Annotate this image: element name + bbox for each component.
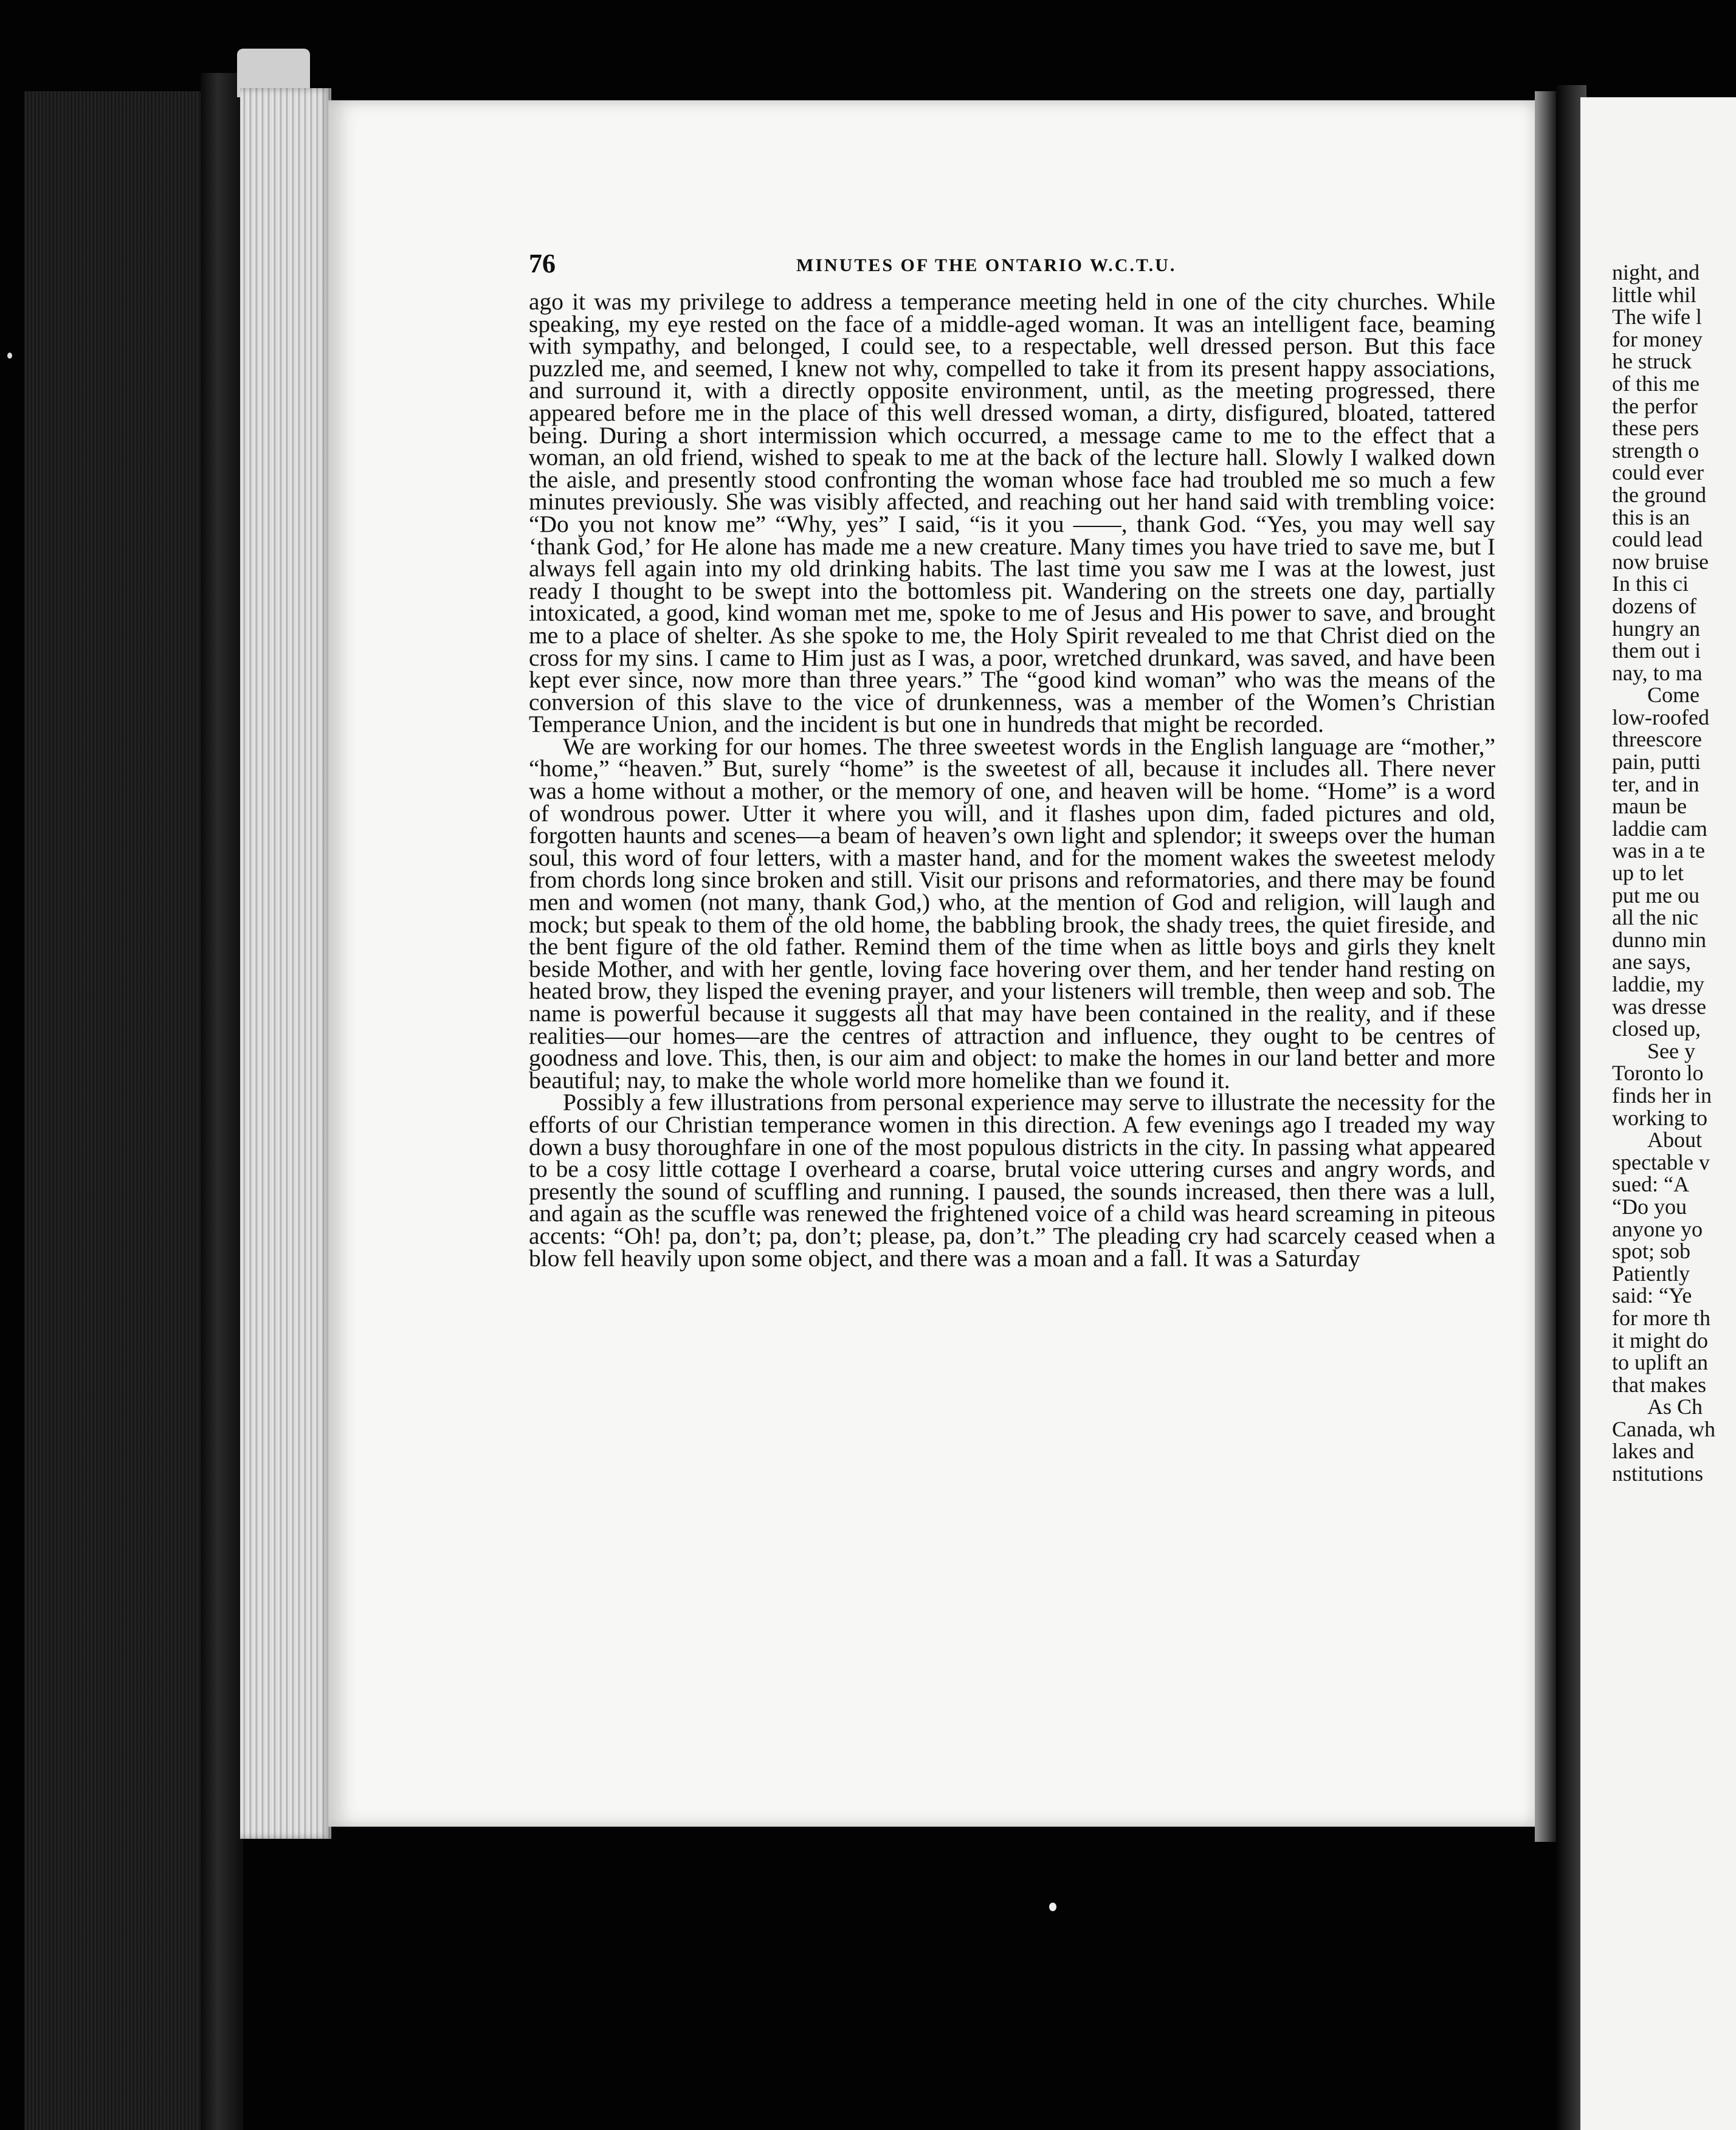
book-spine-edge [201,73,243,2130]
facing-page-line: for more th [1612,1305,1710,1330]
facing-page-line: working to [1612,1105,1707,1130]
facing-page-line: could lead [1612,527,1703,552]
facing-page-line: was in a te [1612,838,1705,863]
facing-page-line: laddie cam [1612,816,1707,841]
page-header [529,248,1477,291]
facing-page-line: these pers [1612,416,1699,441]
facing-page-text [1612,261,1736,1485]
facing-page-line: the ground [1612,482,1706,507]
facing-page-line: nay, to ma [1612,660,1703,685]
facing-page-line: to uplift an [1612,1350,1708,1375]
facing-page-line: little whil [1612,282,1696,307]
facing-page-line: ane says, [1612,950,1691,974]
scan-dot [1049,1903,1056,1911]
facing-page-line: was dresse [1612,994,1706,1019]
facing-page-line: Toronto lo [1612,1061,1704,1086]
facing-page-line: In this ci [1612,571,1689,596]
facing-page-line: up to let [1612,861,1684,886]
facing-page-line: now bruise [1612,549,1709,574]
facing-page-line: hungry an [1612,616,1700,641]
facing-page-line: threescore [1612,727,1702,752]
paragraph-2: We are working for our homes. The three sweetest words in the English language are “mother,” “home,” “heaven.” But, surely “home” is the sweetest of all, because it includes all. There never was a home without a mother, or the memory of one, and heaven will be home. “Home” is a word of wondrous power. Utter it where you will, and it flashes upon dim, faded pictures and old, forgotten haunts and scenes—a beam of heaven’s own light and splendor; it sweeps over the human soul, this word of four letters, with a master hand, and for the moment wakes the sweetest melody from chords long since broken and still. Visit our prisons and reformatories, and there may be found men and women (not many, thank God,) who, at the mention of God and religion, will laugh and mock; but speak to them of the old home, the babbling brook, the shady trees, the quiet fireside, and the bent figure of the old father. Remind them of the time when as little boys and girls they knelt beside Mother, and with her gentle, loving face hovering over them, and her tender hand resting on heated brow, they lisped the evening prayer, and your listeners will tremble, then weep and sob. The name is powerful because it suggests all that may have been contained in the reality, and if these realities—our homes—are the centres of attraction and influence, they ought to be centres of goodness and love. This, then, is our aim and object: to make the homes in our land better and more beautiful; nay, to make the whole world more homelike than we found it. [529,732,1495,1094]
facing-page-line: finds her in [1612,1083,1712,1108]
facing-page-line: spot; sob [1612,1239,1691,1264]
facing-page-line: lakes and [1612,1439,1694,1464]
facing-page-line: them out i [1612,638,1701,663]
facing-page-line: strength o [1612,438,1699,463]
facing-page-line: dunno min [1612,927,1707,952]
facing-page-line: Canada, wh [1612,1416,1715,1441]
facing-page-line: all the nic [1612,905,1698,930]
facing-page-line: The wife l [1612,305,1702,329]
facing-page-line: ter, and in [1612,771,1700,796]
facing-page-line: spectable v [1612,1149,1710,1174]
book-cover-cloth [24,91,225,2130]
scan-speck [7,353,12,359]
page-number: 76 [529,249,556,278]
facing-page-line: As Ch [1647,1394,1703,1419]
facing-page-line: the perfor [1612,393,1698,418]
facing-page [1580,97,1736,2130]
page-stack-edges [240,88,331,1839]
facing-page-line: pain, putti [1612,750,1701,774]
facing-page-line: maun be [1612,794,1687,819]
facing-page-line: put me ou [1612,883,1700,908]
facing-page-line: See y [1647,1038,1695,1063]
running-head: MINUTES OF THE ONTARIO W.C.T.U. [796,255,1177,275]
facing-page-line: dozens of [1612,593,1696,618]
facing-page-line: night, and [1612,260,1700,284]
body-text [529,288,1495,1272]
facing-page-line: About [1647,1128,1702,1153]
facing-page-line: sued: “A [1612,1172,1689,1197]
facing-page-line: it might do [1612,1328,1709,1353]
facing-page-line: nstitutions [1612,1461,1704,1486]
facing-page-line: “Do you [1612,1194,1687,1219]
paragraph-3: Possibly a few illustrations from personal experience may serve to illustrate the necessity for the efforts of our Christian temperance women in this direction. A few evenings ago I treaded my way down a busy thoroughfare in one of the most populous districts in the city. In passing what appeared to be a cosy little cottage I overheard a coarse, brutal voice uttering curses and angry words, and presently the sound of scuffling and running. I paused, the sounds increased, then there was a lull, and again as the scuffle was renewed the frightened voice of a child was heard screaming in piteous accents: “Oh! pa, don’t; pa, don’t; please, pa, don’t.” The pleading cry had scarcely ceased when a blow fell heavily upon some object, and there was a moan and a fall. It was a Saturday [529,1089,1495,1272]
facing-page-line: could ever [1612,460,1704,485]
facing-page-line: for money [1612,326,1703,351]
facing-page-line: Patiently [1612,1261,1690,1286]
facing-page-line: of this me [1612,371,1700,396]
facing-page-line: closed up, [1612,1016,1701,1041]
page-gutter-shadow [1535,91,1556,1842]
facing-page-line: laddie, my [1612,972,1704,996]
facing-page-line: Come [1647,683,1700,708]
facing-page-line: anyone yo [1612,1216,1703,1241]
paragraph-1: ago it was my privilege to address a temperance meeting held in one of the city churches. While speaking, my eye rested on the face of a middle-aged woman. It was an intelligent face, beaming with sympathy, and belonged, I could see, to a respectable, well dressed person. But this face puzzled me, and seemed, I knew not why, compelled to take it from its present happy associations, and surround it, with a directly opposite environment, until, as the meeting progressed, there appeared before me in the place of this well dressed woman, a dirty, disfigured, bloated, tattered being. During a short intermission which occurred, a message came to me to the effect that a woman, an old friend, wished to speak to me at the back of the lecture hall. Slowly I walked down the aisle, and presently stood confronting the woman whose face had troubled me so much a few minutes previously. She was visibly affected, and reaching out her hand said with trembling voice: “Do you not know me” “Why, yes” I said, “is it you ——, thank God. “Yes, you may well say ‘thank God,’ for He alone has made me a new creature. Many times you have tried to save me, but I always fell again into my old drinking habits. The last time you saw me I was at the lowest, just ready I thought to be swept into the bottomless pit. Wandering on the streets one day, partially intoxicated, a good, kind woman met me, spoke to me of Jesus and His power to save, and brought me to a place of shelter. As she spoke to me, the Holy Spirit revealed to me that Christ died on the cross for my sins. I came to Him just as I was, a poor, wretched drunkard, was saved, and have been kept ever since, now more than three years.” The “good kind woman” who was the means of the conversion of this slave to the vice of drunkenness, was a member of the Women’s Christian Temperance Union, and the incident is but one in hundreds that might be recorded. [529,288,1495,738]
facing-page-line: that makes [1612,1372,1706,1397]
facing-page-line: said: “Ye [1612,1283,1692,1308]
facing-page-line: this is an [1612,505,1690,529]
facing-page-line: low-roofed [1612,705,1709,729]
facing-page-line: he struck [1612,349,1692,374]
